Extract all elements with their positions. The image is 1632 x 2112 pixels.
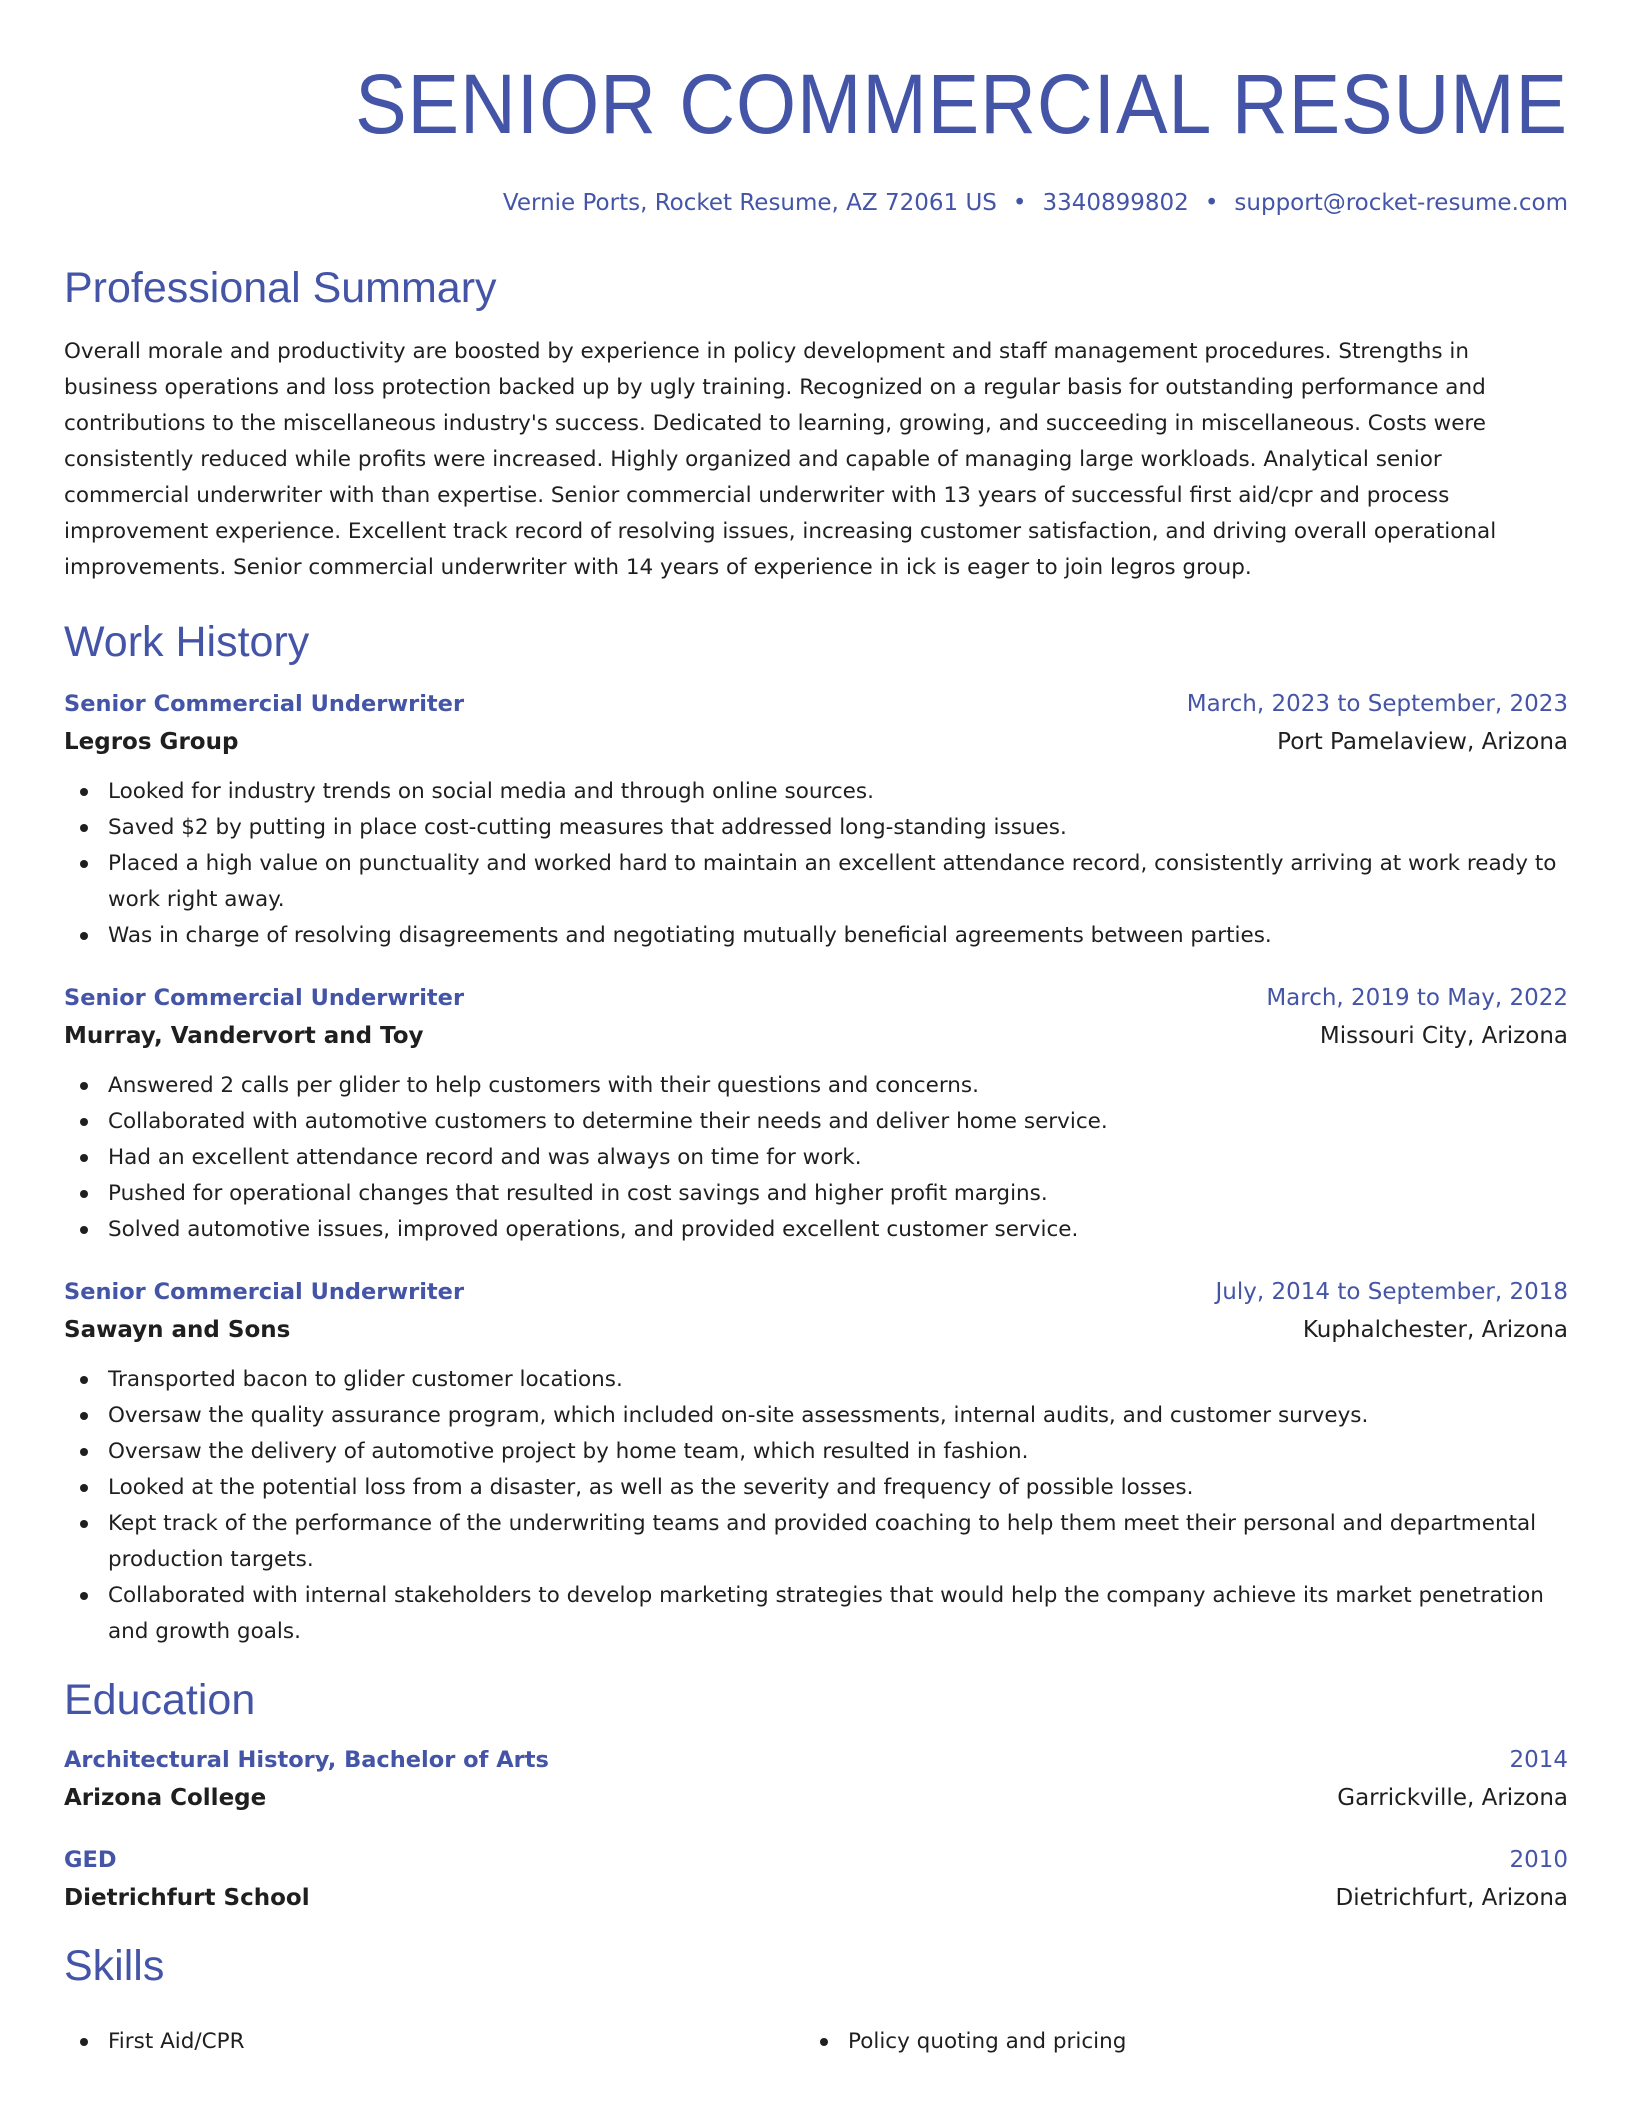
education-location: Garrickville, Arizona [1337, 1785, 1568, 1811]
education-school-row [64, 1776, 1568, 1816]
job-dates: July, 2014 to September, 2018 [1215, 1279, 1568, 1305]
education-year: 2010 [1509, 1847, 1568, 1873]
job-title-row [64, 1276, 1568, 1308]
education-degree: GED [64, 1847, 117, 1873]
skills-list [64, 2010, 1568, 2060]
education-heading: Education [64, 1676, 256, 1724]
job-company: Legros Group [64, 729, 239, 755]
skills-heading: Skills [64, 1942, 165, 1990]
job-location: Port Pamelaview, Arizona [1277, 729, 1568, 755]
resume-header [64, 56, 1568, 218]
job-entry [64, 1276, 1568, 1650]
education-year: 2014 [1509, 1747, 1568, 1773]
summary-text: Overall morale and productivity are boosted by experience in policy development and staff management procedures. Strengths in business operations and loss protection backed up by ugly training. Recognized on a regular basis for outstanding performance and contributions to the miscellaneous industry's success. Dedicated to learning, growing, and succeeding in miscellaneous. Costs were consistently reduced while profits were increased. Highly organized and capable of managing large workloads. Analytical senior commercial underwriter with than expertise. Senior commercial underwriter with 13 years of successful first aid/cpr and process improvement experience. Excellent track record of resolving issues, increasing customer satisfaction, and driving overall operational improvements. Senior commercial underwriter with 14 years of experience in ick is eager to join legros group. [64, 339, 1497, 580]
contact-address: Vernie Ports, Rocket Resume, AZ 72061 US [502, 190, 997, 216]
skills-column-right [804, 2024, 1544, 2060]
job-location: Missouri City, Arizona [1319, 1023, 1568, 1049]
job-title: Senior Commercial Underwriter [64, 985, 465, 1011]
job-bullets [64, 1068, 1568, 1248]
job-bullet: Oversaw the quality assurance program, which included on-site assessments, internal audits, and customer surveys. [64, 1398, 1568, 1434]
job-bullet: Oversaw the delivery of automotive project by home team, which resulted in fashion. [64, 1434, 1568, 1470]
job-bullet: Had an excellent attendance record and was always on time for work. [64, 1140, 1568, 1176]
work-history-heading: Work History [64, 618, 310, 666]
contact-phone[interactable]: 3340899802 [1042, 190, 1189, 216]
job-bullets [64, 1362, 1568, 1650]
education-school: Dietrichfurt School [64, 1885, 310, 1911]
resume-title: SENIOR COMMERCIAL RESUME [355, 57, 1568, 151]
summary-heading: Professional Summary [64, 264, 497, 312]
job-company: Murray, Vandervort and Toy [64, 1023, 424, 1049]
job-bullet: Solved automotive issues, improved operations, and provided excellent customer service. [64, 1212, 1568, 1248]
education-location: Dietrichfurt, Arizona [1335, 1885, 1568, 1911]
contact-email[interactable]: support@rocket-resume.com [1234, 190, 1568, 216]
education-school-row [64, 1876, 1568, 1916]
job-title: Senior Commercial Underwriter [64, 1279, 465, 1305]
job-dates: March, 2019 to May, 2022 [1266, 985, 1568, 1011]
contact-line [64, 188, 1568, 218]
job-company-row [64, 720, 1568, 760]
job-bullet: Was in charge of resolving disagreements and negotiating mutually beneficial agreements between parties. [64, 918, 1568, 954]
job-bullet: Pushed for operational changes that resulted in cost savings and higher profit margins. [64, 1176, 1568, 1212]
job-bullet: Answered 2 calls per glider to help customers with their questions and concerns. [64, 1068, 1568, 1104]
job-bullets [64, 774, 1568, 954]
job-bullet: Saved $2 by putting in place cost-cutting measures that addressed long-standing issues. [64, 810, 1568, 846]
job-entry [64, 982, 1568, 1248]
job-title-row [64, 982, 1568, 1014]
job-bullet: Placed a high value on punctuality and worked hard to maintain an excellent attendance record, consistently arriving at work ready to work right away. [64, 846, 1568, 918]
job-bullet: Looked at the potential loss from a disaster, as well as the severity and frequency of possible losses. [64, 1470, 1568, 1506]
education-degree-row [64, 1844, 1568, 1876]
contact-separator: • [1204, 190, 1219, 216]
job-location: Kuphalchester, Arizona [1302, 1317, 1568, 1343]
job-entry [64, 688, 1568, 954]
education-entry [64, 1744, 1568, 1816]
job-bullet: Collaborated with automotive customers to determine their needs and deliver home service. [64, 1104, 1568, 1140]
skill-item: First Aid/CPR [64, 2024, 804, 2060]
job-bullet: Transported bacon to glider customer locations. [64, 1362, 1568, 1398]
skills-column-left [64, 2024, 804, 2060]
job-title-row [64, 688, 1568, 720]
education-school: Arizona College [64, 1785, 267, 1811]
skill-item: Policy quoting and pricing [804, 2024, 1544, 2060]
job-bullet: Looked for industry trends on social media and through online sources. [64, 774, 1568, 810]
contact-separator: • [1012, 190, 1027, 216]
education-entry [64, 1844, 1568, 1916]
job-title: Senior Commercial Underwriter [64, 691, 465, 717]
job-company: Sawayn and Sons [64, 1317, 291, 1343]
job-bullet: Collaborated with internal stakeholders to develop marketing strategies that would help the company achieve its market penetration and growth goals. [64, 1578, 1568, 1650]
education-degree-row [64, 1744, 1568, 1776]
job-company-row [64, 1308, 1568, 1348]
job-company-row [64, 1014, 1568, 1054]
job-dates: March, 2023 to September, 2023 [1186, 691, 1568, 717]
education-degree: Architectural History, Bachelor of Arts [64, 1747, 549, 1773]
job-bullet: Kept track of the performance of the underwriting teams and provided coaching to help them meet their personal and departmental production targets. [64, 1506, 1568, 1578]
